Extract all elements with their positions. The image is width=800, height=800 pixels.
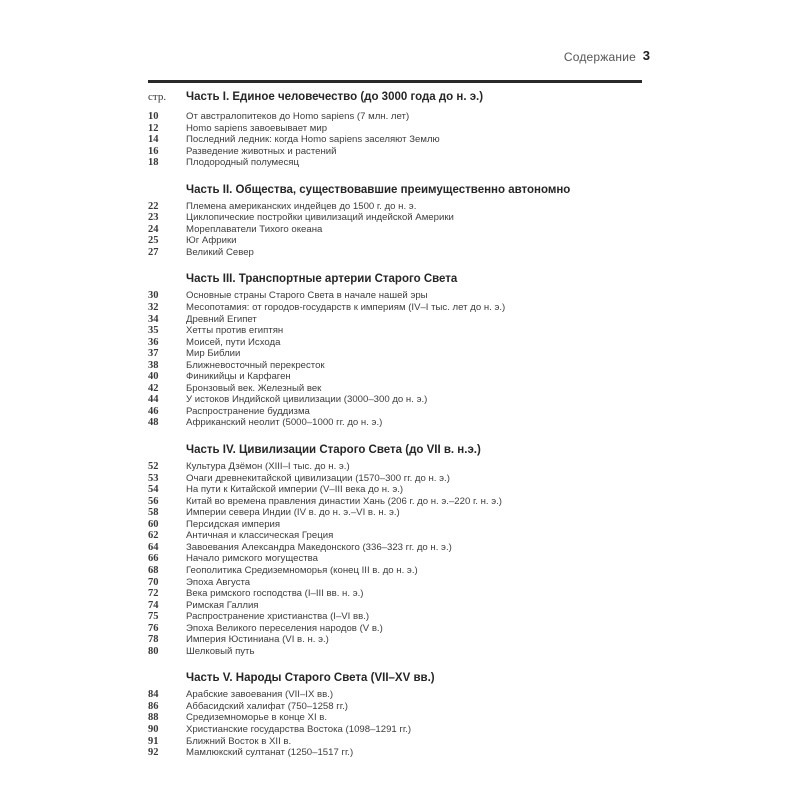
entry-title: Циклопические постройки цивилизаций индейской Америки xyxy=(186,212,454,224)
entry-page-number: 78 xyxy=(148,634,159,646)
toc-entry xyxy=(148,201,642,213)
entry-title: Моисей, пути Исхода xyxy=(186,336,281,348)
entry-title: Распространение буддизма xyxy=(186,405,310,417)
entry-page-number: 46 xyxy=(148,405,159,417)
entry-page-number: 80 xyxy=(148,645,159,657)
entry-title: Античная и классическая Греция xyxy=(186,530,334,542)
entry-title: Эпоха Великого переселения народов (V в.) xyxy=(186,622,383,634)
table-of-contents xyxy=(148,91,642,759)
entry-title: Основные страны Старого Света в начале нашей эры xyxy=(186,290,428,302)
toc-entry xyxy=(148,496,642,508)
entry-page-number: 38 xyxy=(148,359,159,371)
entry-page-number: 74 xyxy=(148,599,159,611)
entry-title: У истоков Индийской цивилизации (3000–300 до н. э.) xyxy=(186,394,428,406)
entry-page-number: 16 xyxy=(148,145,159,157)
part-title: Часть II. Общества, существовавшие преимущественно автономно xyxy=(186,183,571,196)
toc-entry xyxy=(148,507,642,519)
toc-entry xyxy=(148,724,642,736)
entry-list xyxy=(148,201,642,259)
entry-title: Персидская империя xyxy=(186,518,281,530)
entry-page-number: 91 xyxy=(148,735,159,747)
entry-title: Homo sapiens завоевывает мир xyxy=(186,122,328,134)
entry-page-number: 42 xyxy=(148,382,159,394)
entry-page-number: 90 xyxy=(148,723,159,735)
toc-entry xyxy=(148,519,642,531)
entry-title: Племена американских индейцев до 1500 г. до н. э. xyxy=(186,200,417,212)
toc-header-row xyxy=(148,91,642,109)
entry-title: На пути к Китайской империи (V–III века до н. э.) xyxy=(186,484,404,496)
entry-page-number: 44 xyxy=(148,394,159,406)
entry-title: Африканский неолит (5000–1000 гг. до н. э.) xyxy=(186,417,383,429)
toc-entry xyxy=(148,394,642,406)
entry-page-number: 75 xyxy=(148,611,159,623)
entry-title: Мореплаватели Тихого океана xyxy=(186,223,323,235)
entry-page-number: 10 xyxy=(148,111,159,122)
entry-title: Хетты против египтян xyxy=(186,325,284,337)
entry-title: Ближневосточный перекресток xyxy=(186,359,325,371)
entry-page-number: 37 xyxy=(148,348,159,360)
toc-entry xyxy=(148,314,642,326)
entry-title: Культура Дзёмон (XIII–I тыс. до н. э.) xyxy=(186,461,350,473)
part-title: Часть V. Народы Старого Света (VII–XV вв.) xyxy=(186,672,435,685)
toc-section xyxy=(148,669,642,758)
entry-page-number: 34 xyxy=(148,313,159,325)
toc-section xyxy=(148,270,642,429)
toc-entry xyxy=(148,348,642,360)
toc-entry xyxy=(148,646,642,658)
entry-page-number: 66 xyxy=(148,553,159,565)
toc-entry xyxy=(148,111,642,123)
entry-title: Средиземноморье в конце XI в. xyxy=(186,712,328,724)
toc-entry xyxy=(148,611,642,623)
toc-entry xyxy=(148,473,642,485)
toc-entry xyxy=(148,588,642,600)
toc-entry xyxy=(148,542,642,554)
toc-section xyxy=(148,111,642,169)
entry-page-number: 48 xyxy=(148,417,159,429)
entry-list xyxy=(148,290,642,429)
entry-page-number: 72 xyxy=(148,588,159,600)
toc-entry xyxy=(148,337,642,349)
entry-title: Разведение животных и растений xyxy=(186,145,337,157)
part-title: Часть IV. Цивилизации Старого Света (до VII в. н.э.) xyxy=(186,444,481,457)
entry-page-number: 92 xyxy=(148,747,159,759)
toc-entry xyxy=(148,360,642,372)
toc-entry xyxy=(148,530,642,542)
toc-entry xyxy=(148,553,642,565)
entry-page-number: 40 xyxy=(148,371,159,383)
entry-page-number: 25 xyxy=(148,235,159,247)
entry-page-number: 23 xyxy=(148,212,159,224)
entry-title: Римская Галлия xyxy=(186,599,259,611)
toc-entry xyxy=(148,123,642,135)
toc-entry xyxy=(148,134,642,146)
entry-page-number: 30 xyxy=(148,290,159,302)
toc-entry xyxy=(148,146,642,158)
toc-section xyxy=(148,441,642,657)
toc-entry xyxy=(148,224,642,236)
entry-page-number: 22 xyxy=(148,200,159,212)
entry-page-number: 76 xyxy=(148,622,159,634)
entry-page-number: 64 xyxy=(148,541,159,553)
toc-entry xyxy=(148,212,642,224)
toc-entry xyxy=(148,747,642,759)
entry-title: Империи севера Индии (IV в. до н. э.–VI в. н. э.) xyxy=(186,507,400,519)
toc-entry xyxy=(148,689,642,701)
toc-entry xyxy=(148,406,642,418)
toc-entry xyxy=(148,235,642,247)
toc-entry xyxy=(148,623,642,635)
entry-page-number: 27 xyxy=(148,246,159,258)
entry-page-number: 18 xyxy=(148,157,159,169)
entry-title: Мир Библии xyxy=(186,348,241,360)
entry-title: Ближний Восток в XII в. xyxy=(186,735,292,747)
toc-entry xyxy=(148,736,642,748)
entry-title: Века римского господства (I–III вв. н. э.) xyxy=(186,588,364,600)
entry-page-number: 70 xyxy=(148,576,159,588)
entry-page-number: 86 xyxy=(148,700,159,712)
toc-entry xyxy=(148,701,642,713)
entry-title: Китай во времена правления династии Хань (206 г. до н. э.–220 г. н. э.) xyxy=(186,495,503,507)
running-head-title: Содержание xyxy=(563,50,636,64)
entry-page-number: 56 xyxy=(148,495,159,507)
entry-page-number: 54 xyxy=(148,484,159,496)
entry-title: Христианские государства Востока (1098–1291 гг.) xyxy=(186,723,412,735)
entry-page-number: 24 xyxy=(148,223,159,235)
toc-entry xyxy=(148,157,642,169)
entry-page-number: 53 xyxy=(148,472,159,484)
toc-entry xyxy=(148,634,642,646)
entry-title: Бронзовый век. Железный век xyxy=(186,382,322,394)
toc-entry xyxy=(148,247,642,259)
entry-title: Империя Юстиниана (VI в. н. э.) xyxy=(186,634,329,646)
toc-section xyxy=(148,181,642,259)
entry-title: Геополитика Средиземноморья (конец III в. до н. э.) xyxy=(186,564,418,576)
entry-list xyxy=(148,461,642,657)
part-title: Часть I. Единое человечество (до 3000 года до н. э.) xyxy=(186,91,484,103)
entry-page-number: 58 xyxy=(148,507,159,519)
toc-entry xyxy=(148,290,642,302)
entry-title: Начало римского могущества xyxy=(186,553,318,565)
toc-entry xyxy=(148,383,642,395)
entry-page-number: 52 xyxy=(148,461,159,473)
entry-title: Юг Африки xyxy=(186,235,237,247)
entry-title: Завоевания Александра Македонского (336–323 гг. до н. э.) xyxy=(186,541,452,553)
entry-list xyxy=(148,111,642,169)
entry-page-number: 62 xyxy=(148,530,159,542)
entry-title: Великий Север xyxy=(186,246,254,258)
entry-title: Аббасидский халифат (750–1258 гг.) xyxy=(186,700,348,712)
entry-title: От австралопитеков до Homo sapiens (7 млн. лет) xyxy=(186,111,410,122)
toc-entry xyxy=(148,484,642,496)
entry-page-number: 14 xyxy=(148,134,159,146)
entry-list xyxy=(148,689,642,758)
entry-page-number: 12 xyxy=(148,122,159,134)
part-title: Часть III. Транспортные артерии Старого Света xyxy=(186,273,458,286)
toc-entry xyxy=(148,371,642,383)
toc-entry xyxy=(148,600,642,612)
entry-page-number: 35 xyxy=(148,325,159,337)
entry-title: Арабские завоевания (VII–IX вв.) xyxy=(186,689,334,701)
page-number: 3 xyxy=(642,48,650,63)
entry-title: Финикийцы и Карфаген xyxy=(186,371,291,383)
entry-page-number: 88 xyxy=(148,712,159,724)
toc-entry xyxy=(148,461,642,473)
toc-entry xyxy=(148,302,642,314)
toc-entry xyxy=(148,325,642,337)
toc-entry xyxy=(148,417,642,429)
entry-title: Плодородный полумесяц xyxy=(186,157,299,169)
header-rule xyxy=(148,80,642,83)
entry-title: Последний ледник: когда Homo sapiens заселяют Землю xyxy=(186,134,440,146)
entry-title: Месопотамия: от городов-государств к империям (IV–I тыс. лет до н. э.) xyxy=(186,302,506,314)
entry-title: Эпоха Августа xyxy=(186,576,251,588)
page-column-label: стр. xyxy=(148,91,167,103)
entry-page-number: 84 xyxy=(148,689,159,701)
entry-page-number: 32 xyxy=(148,302,159,314)
entry-title: Шелковый путь xyxy=(186,645,255,657)
toc-entry xyxy=(148,712,642,724)
entry-title: Распространение христианства (I–VI вв.) xyxy=(186,611,370,623)
entry-title: Древний Египет xyxy=(186,313,257,325)
entry-title: Мамлюкский султанат (1250–1517 гг.) xyxy=(186,747,354,759)
toc-entry xyxy=(148,577,642,589)
entry-title: Очаги древнекитайской цивилизации (1570–300 гг. до н. э.) xyxy=(186,472,450,484)
entry-page-number: 68 xyxy=(148,564,159,576)
entry-page-number: 60 xyxy=(148,518,159,530)
toc-entry xyxy=(148,565,642,577)
entry-page-number: 36 xyxy=(148,336,159,348)
